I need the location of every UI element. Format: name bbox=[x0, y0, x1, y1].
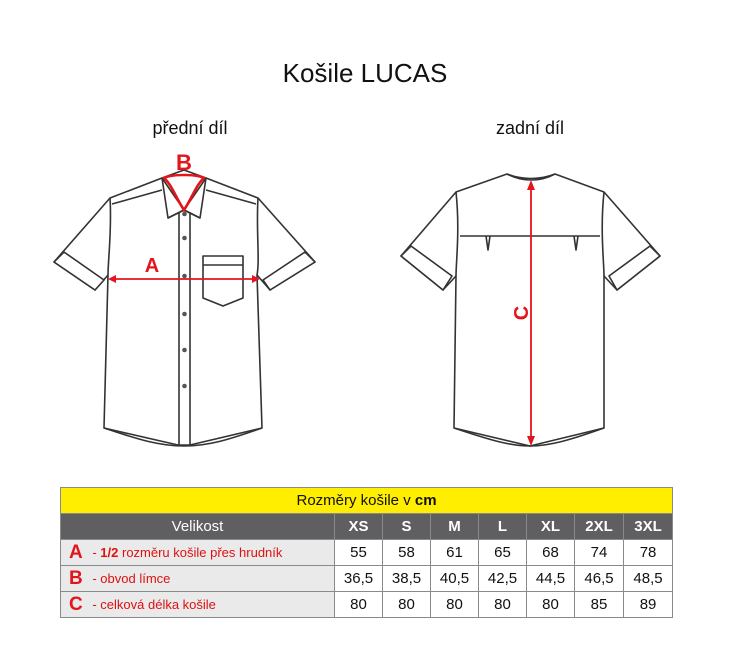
row-label-prefix: - bbox=[88, 596, 101, 612]
table-row bbox=[61, 592, 673, 618]
header-size: 3XL bbox=[624, 514, 673, 540]
table-cell: 42,5 bbox=[479, 566, 527, 592]
header-size-label: Velikost bbox=[61, 514, 335, 540]
row-label-text: rozměru košile přes hrudník bbox=[118, 544, 283, 560]
size-table-container bbox=[60, 487, 672, 618]
table-cell: 68 bbox=[527, 540, 575, 566]
row-letter: B bbox=[69, 567, 83, 589]
marker-a: A bbox=[144, 255, 160, 277]
caption-prefix: Rozměry košile v bbox=[296, 492, 411, 509]
table-cell: 46,5 bbox=[575, 566, 624, 592]
row-letter: C bbox=[69, 593, 83, 615]
table-cell: 80 bbox=[383, 592, 431, 618]
header-size: XS bbox=[335, 514, 383, 540]
table-cell: 80 bbox=[431, 592, 479, 618]
header-size: L bbox=[479, 514, 527, 540]
row-label-text: obvod límce bbox=[100, 570, 171, 586]
row-label-fraction: 1/2 bbox=[100, 544, 119, 560]
table-cell: 48,5 bbox=[624, 566, 673, 592]
table-caption-row bbox=[61, 488, 673, 514]
table-cell: 74 bbox=[575, 540, 624, 566]
header-size: S bbox=[383, 514, 431, 540]
header-size: M bbox=[431, 514, 479, 540]
row-label-prefix: - bbox=[88, 570, 101, 586]
row-label bbox=[61, 566, 335, 592]
table-cell: 89 bbox=[624, 592, 673, 618]
table-cell: 85 bbox=[575, 592, 624, 618]
header-size: 2XL bbox=[575, 514, 624, 540]
table-cell: 65 bbox=[479, 540, 527, 566]
table-cell: 40,5 bbox=[431, 566, 479, 592]
table-cell: 44,5 bbox=[527, 566, 575, 592]
marker-b: B bbox=[176, 150, 192, 175]
row-label-text: celková délka košile bbox=[100, 596, 216, 612]
size-table bbox=[60, 487, 673, 618]
table-cell: 61 bbox=[431, 540, 479, 566]
front-view-label: přední díl bbox=[152, 118, 228, 138]
caption-unit: cm bbox=[414, 492, 437, 509]
table-cell: 80 bbox=[527, 592, 575, 618]
table-cell: 36,5 bbox=[335, 566, 383, 592]
table-cell: 80 bbox=[335, 592, 383, 618]
row-letter: A bbox=[69, 541, 83, 563]
row-label bbox=[61, 592, 335, 618]
table-cell: 80 bbox=[479, 592, 527, 618]
table-row bbox=[61, 566, 673, 592]
page-title: Košile LUCAS bbox=[282, 58, 448, 88]
table-header-row bbox=[61, 514, 673, 540]
marker-c: C bbox=[511, 305, 533, 321]
table-cell: 58 bbox=[383, 540, 431, 566]
header-size: XL bbox=[527, 514, 575, 540]
table-row bbox=[61, 540, 673, 566]
table-cell: 38,5 bbox=[383, 566, 431, 592]
row-label-prefix: - bbox=[88, 544, 101, 560]
table-cell: 78 bbox=[624, 540, 673, 566]
back-view-label: zadní díl bbox=[495, 118, 565, 138]
table-caption bbox=[61, 488, 673, 514]
table-cell: 55 bbox=[335, 540, 383, 566]
row-label bbox=[61, 540, 335, 566]
